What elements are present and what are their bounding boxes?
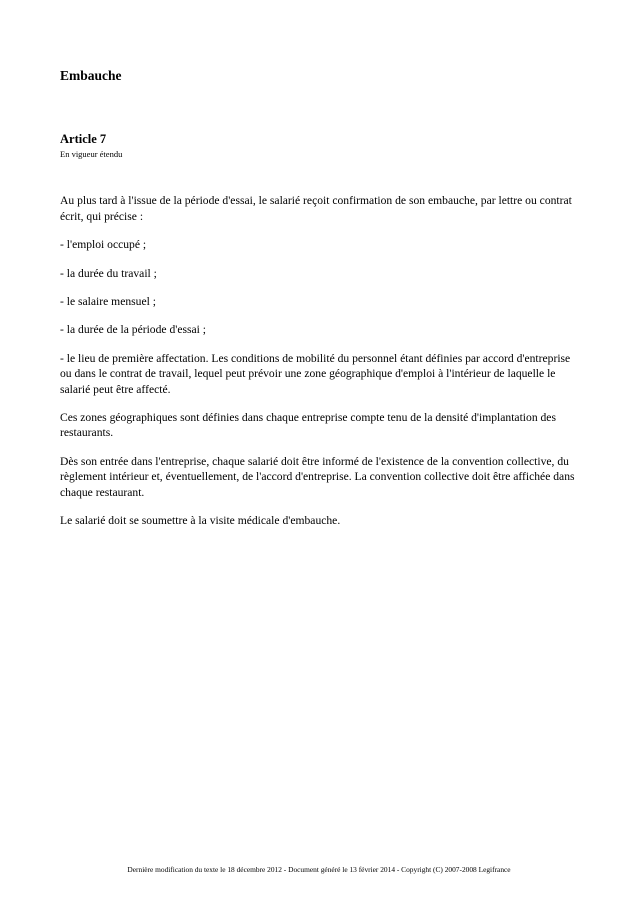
paragraph: - l'emploi occupé ; [60, 238, 147, 252]
article-status: En vigueur étendu [60, 149, 123, 160]
article-heading: Article 7 [60, 132, 107, 147]
document-content [60, 68, 578, 541]
paragraph: - le lieu de première affectation. Les conditions de mobilité du personnel étant définies par accord d'entreprise ou dans le contrat de travail, lequel peut prévoir une zone géographique d'emploi à l'intérieur de laquelle le salarié peut être affecté. [60, 351, 571, 396]
paragraph: Le salarié doit se soumettre à la visite médicale d'embauche. [60, 514, 341, 528]
paragraph: Ces zones géographiques sont définies dans chaque entreprise compte tenu de la densité d'implantation des restaurants. [60, 411, 556, 440]
paragraph: - le salaire mensuel ; [60, 295, 156, 308]
paragraph: Au plus tard à l'issue de la période d'essai, le salarié reçoit confirmation de son embauche, par lettre ou contrat écrit, qui précise : [60, 194, 572, 223]
paragraph: - la durée du travail ; [60, 266, 157, 280]
page-footer: Dernière modification du texte le 18 décembre 2012 - Document généré le 13 février 2014 - Copyright (C) 2007-2008 Legifrance [127, 865, 511, 874]
page-title: Embauche [60, 68, 122, 83]
paragraph: - la durée de la période d'essai ; [60, 323, 206, 337]
article-body [60, 193, 578, 528]
paragraph: Dès son entrée dans l'entreprise, chaque salarié doit être informé de l'existence de la convention collective, du règlement intérieur et, éventuellement, de l'accord d'entreprise. La convention collective doit être affichée dans chaque restaurant. [60, 454, 575, 499]
